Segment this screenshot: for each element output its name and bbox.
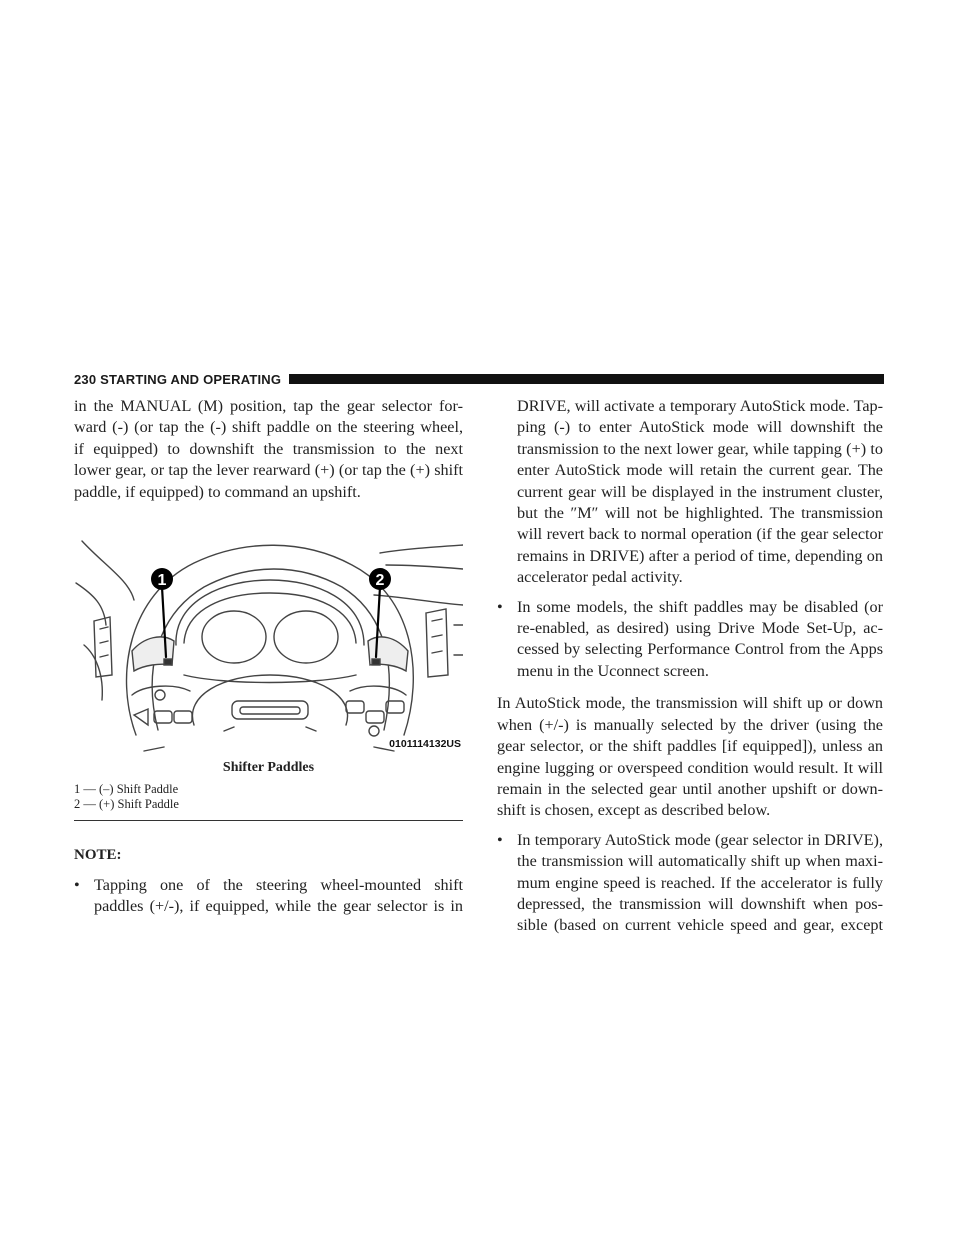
- text-line: Tapping one of the steering wheel-mounted shift: [94, 875, 463, 894]
- text-line: In AutoStick mode, the transmission will shift up or down: [497, 694, 883, 713]
- text-line: enter AutoStick mode will retain the current gear. The: [517, 461, 883, 480]
- right-column: [497, 396, 883, 937]
- text-line: current gear will be displayed in the instrument cluster,: [517, 482, 883, 501]
- text-line: but the ″M″ will not be highlighted. The transmission: [517, 504, 883, 523]
- text-line: the transmission will automatically shift up when maxi-: [517, 852, 883, 871]
- text-line: ward (-) (or tap the (-) shift paddle on the steering wheel,: [74, 418, 463, 437]
- callout-2-label: 2: [375, 572, 385, 590]
- text-line: if equipped) to downshift the transmission to the next: [74, 439, 463, 458]
- text-line: when (+/-) is manually selected by the driver (using the: [497, 715, 883, 734]
- text-line: re-enabled, as desired) using Drive Mode Set-Up, ac-: [517, 619, 883, 638]
- text-line: gear selector, or the shift paddles [if equipped]), unless an: [497, 737, 883, 756]
- text-line: sible (based on current vehicle speed and gear, except: [517, 916, 883, 935]
- note-bullet-2: [497, 597, 883, 683]
- text-line: lower gear, or tap the lever rearward (+) (or tap the (+) shift: [74, 461, 463, 480]
- figure-code: 0101114132US: [389, 738, 461, 751]
- text-line: menu in the Uconnect screen.: [517, 661, 709, 680]
- page-header-title: 230 STARTING AND OPERATING: [74, 371, 282, 387]
- text-line: In some models, the shift paddles may be disabled (or: [517, 597, 883, 616]
- text-line: engine lugging or overspeed condition would result. It will: [497, 758, 883, 777]
- steering-wheel-illustration: [74, 525, 463, 755]
- page-header: [74, 371, 884, 387]
- figure-legend: [74, 782, 463, 812]
- left-column: [74, 396, 463, 918]
- shifter-paddles-figure: [74, 525, 463, 755]
- bullet-glyph: •: [74, 875, 80, 894]
- text-line: In temporary AutoStick mode (gear selector in DRIVE),: [517, 830, 883, 849]
- note-bullet-1: [74, 875, 463, 918]
- figure-divider: [74, 820, 463, 821]
- text-line: mum engine speed is reached. If the accelerator is fully: [517, 873, 883, 892]
- text-line: paddles (+/-), if equipped, while the gear selector is in: [94, 897, 463, 916]
- note-heading: NOTE:: [74, 847, 122, 864]
- text-line: will revert back to normal operation (if the gear selector: [517, 525, 883, 544]
- text-line: paddle, if equipped) to command an upshift.: [74, 482, 361, 501]
- text-line: depressed, the transmission will downshift when pos-: [517, 894, 883, 913]
- callout-1-label: 1: [157, 572, 167, 590]
- text-line: transmission to the next lower gear, while tapping (+) to: [517, 439, 883, 458]
- header-rule: [289, 374, 884, 384]
- text-line: accelerator pedal activity.: [517, 568, 683, 587]
- legend-item-2: 2 — (+) Shift Paddle: [74, 797, 179, 812]
- text-line: cessed by selecting Performance Control from the Apps: [517, 640, 883, 659]
- legend-item-1: 1 — (–) Shift Paddle: [74, 782, 179, 797]
- note-bullet-1-continued: [497, 396, 883, 589]
- text-line: DRIVE, will activate a temporary AutoStick mode. Tap-: [517, 397, 883, 415]
- text-line: shift is chosen, except as described below.: [497, 801, 771, 820]
- text-line: remains in DRIVE) after a period of time, depending on: [517, 546, 883, 565]
- text-line: in the MANUAL (M) position, tap the gear selector for-: [74, 397, 463, 415]
- intro-paragraph: [74, 396, 463, 503]
- figure-caption: Shifter Paddles: [222, 760, 315, 776]
- bullet-glyph: •: [497, 830, 503, 849]
- autostick-paragraph: [497, 693, 883, 821]
- bullet-glyph: •: [497, 597, 503, 616]
- note-bullet-3: [497, 830, 883, 937]
- text-line: ping (-) to enter AutoStick mode will downshift the: [517, 418, 883, 437]
- text-line: remain in the selected gear until another upshift or down-: [497, 779, 883, 798]
